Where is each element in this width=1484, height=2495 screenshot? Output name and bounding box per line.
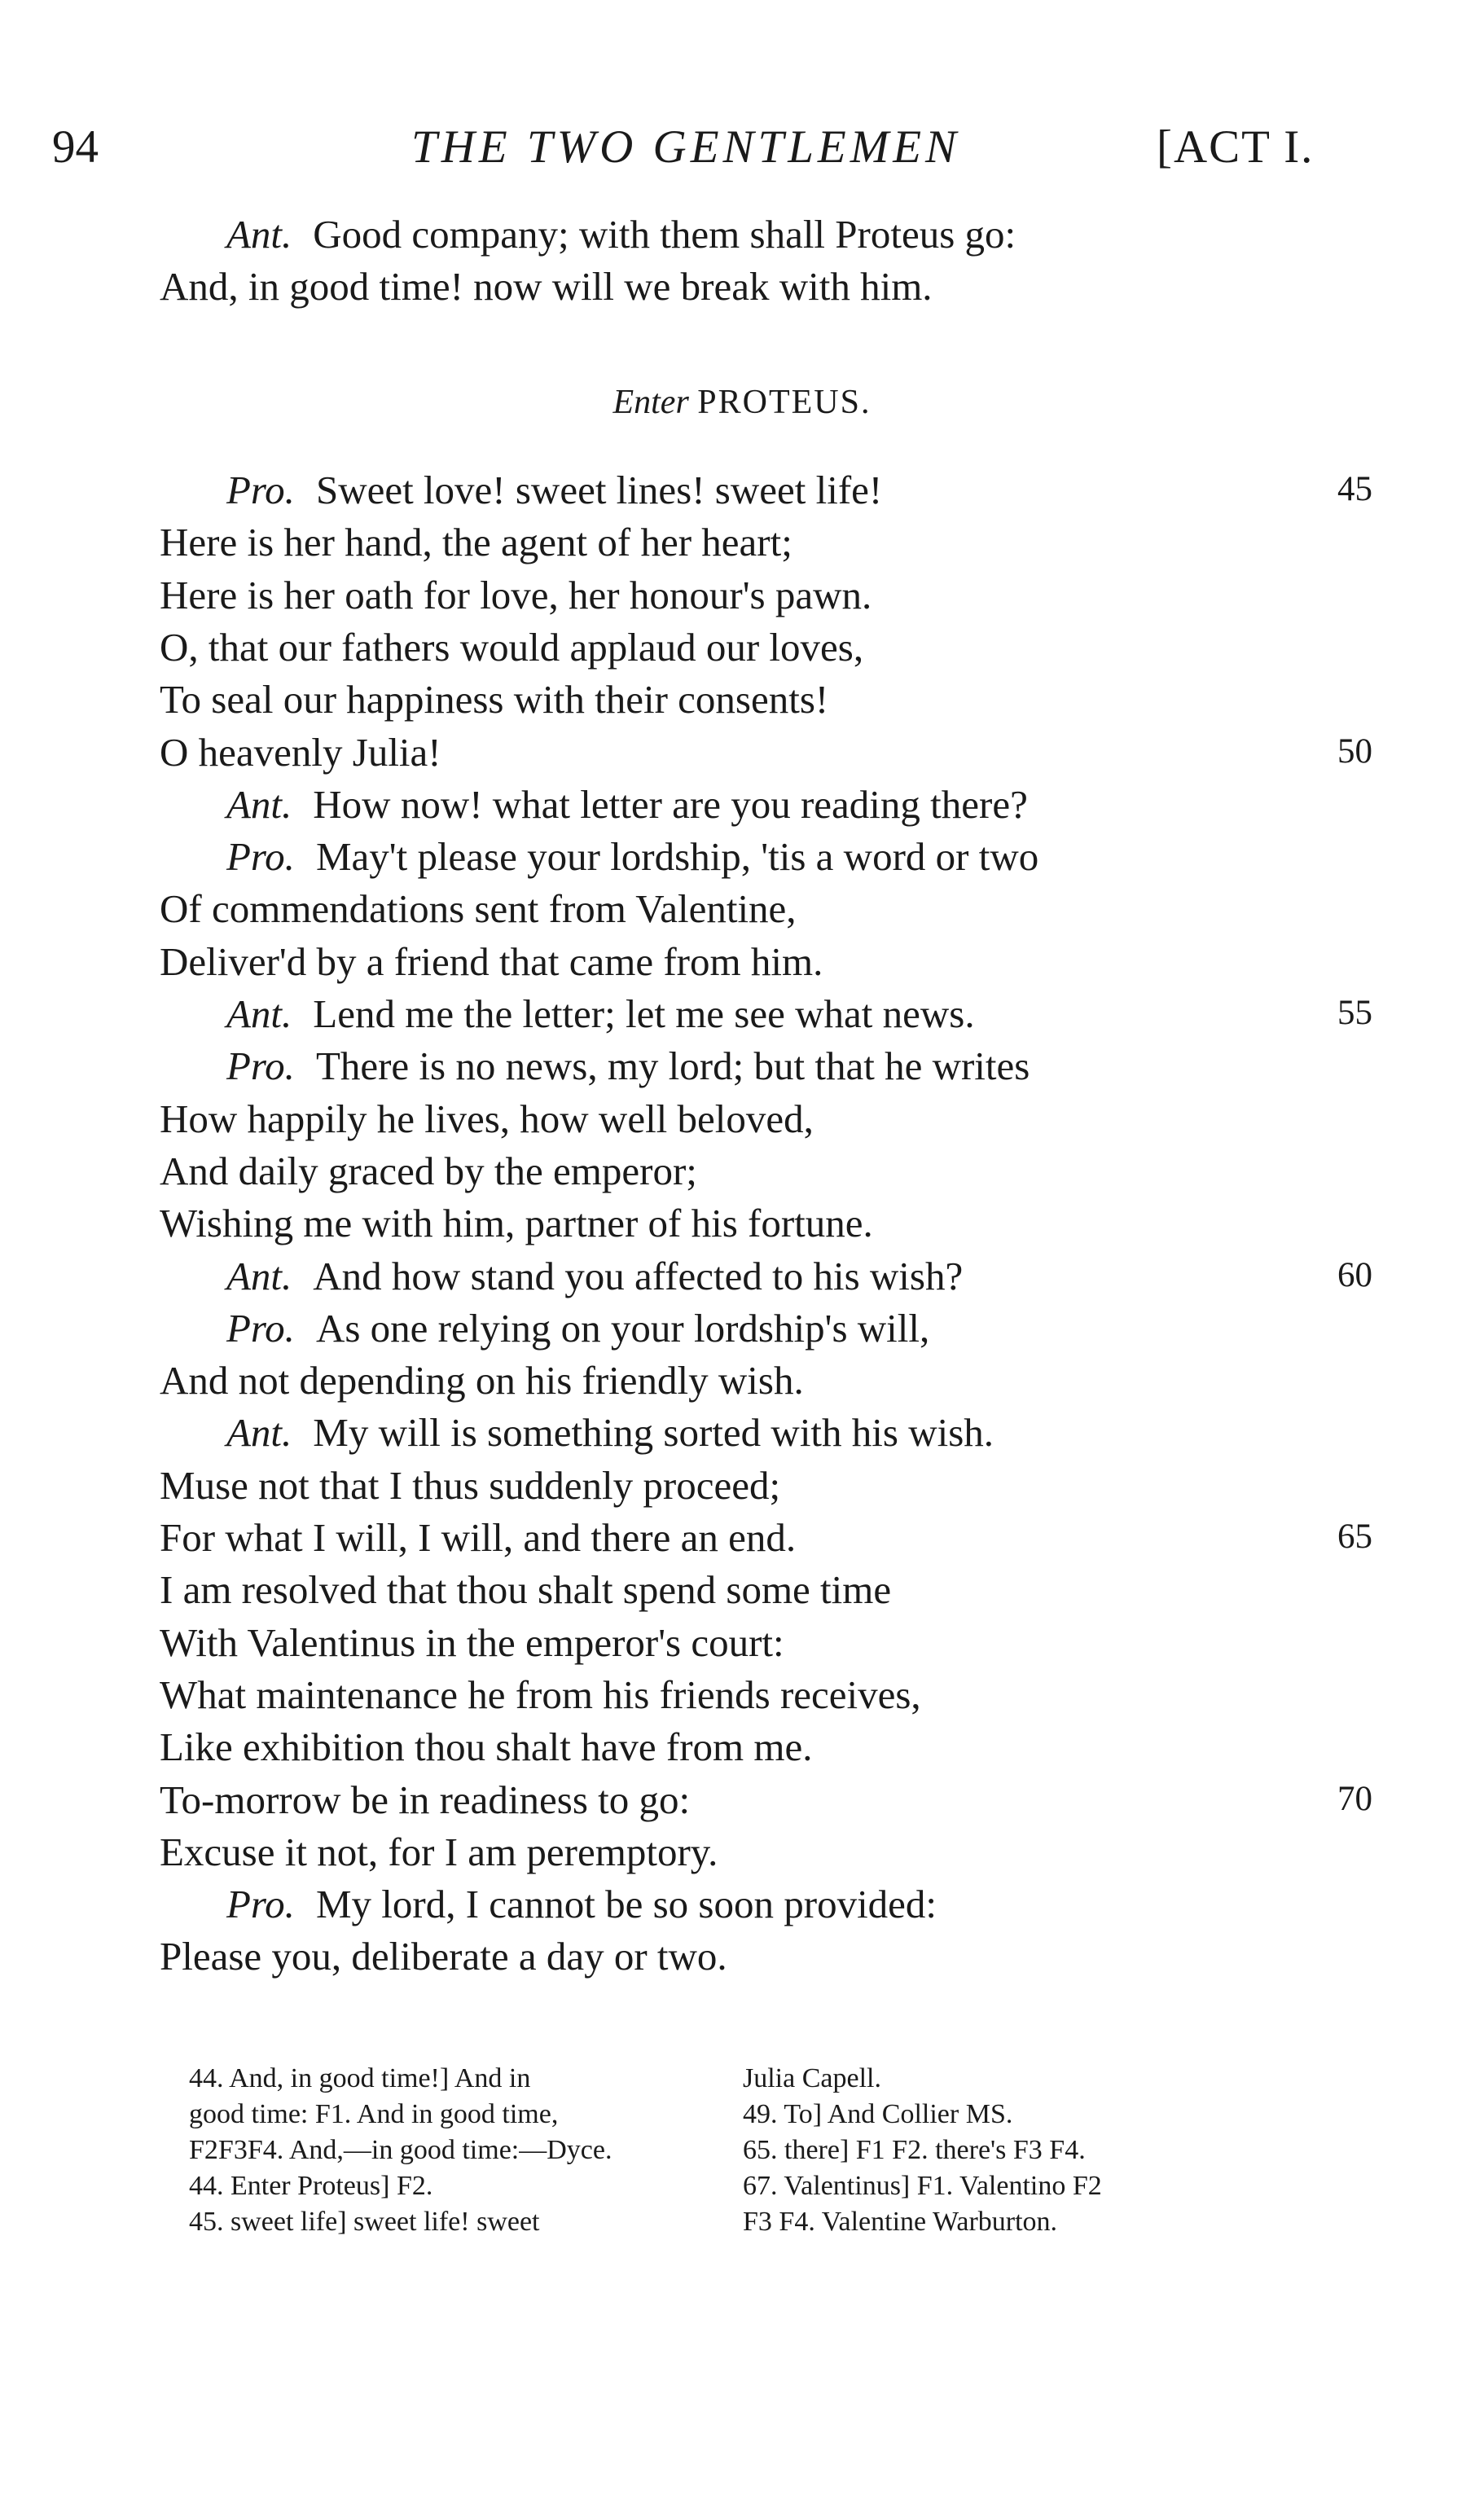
- speaker-name: Ant.: [226, 781, 292, 827]
- line-text: May't please your lordship, 'tis a word or two: [315, 834, 1039, 880]
- line-text: And how stand you affected to his wish?: [313, 1253, 964, 1298]
- speaker-name: Ant.: [226, 1410, 292, 1456]
- speaker-name: Pro.: [226, 834, 295, 880]
- line-text: Lend me the letter; let me see what news.: [313, 991, 975, 1036]
- line-number: 50: [1337, 731, 1372, 771]
- footnote-line: good time: F1. And in good time,: [189, 2099, 559, 2129]
- verse-line: [160, 885, 797, 933]
- line-text: Like exhibition thou shalt have from me.: [160, 1724, 813, 1770]
- footnote-line: 49. To] And Collier MS.: [743, 2099, 1013, 2129]
- speaker-name: Pro.: [226, 468, 295, 512]
- verse-line: [160, 675, 828, 724]
- verse-line: [160, 1566, 891, 1614]
- line-text: Of commendations sent from Valentine,: [160, 886, 797, 932]
- verse-line: [160, 262, 933, 311]
- verse-line: [226, 1408, 994, 1457]
- verse-line: [160, 1776, 690, 1825]
- line-text: Excuse it not, for I am peremptory.: [160, 1829, 718, 1874]
- stage-direction-verb: Enter: [612, 384, 689, 421]
- line-number: 65: [1337, 1518, 1372, 1556]
- page-header: [0, 121, 1484, 186]
- line-text: Please you, deliberate a day or two.: [160, 1934, 727, 1979]
- speaker-name: Ant.: [226, 991, 292, 1036]
- footnote-line: F2F3F4. And,—in good time:—Dyce.: [189, 2135, 612, 2165]
- line-text: To-morrow be in readiness to go:: [160, 1777, 691, 1822]
- line-text: And, in good time! now will we break with him.: [160, 264, 933, 309]
- line-number: 45: [1337, 470, 1372, 508]
- line-number: 60: [1337, 1255, 1372, 1294]
- line-text: How happily he lives, how well beloved,: [160, 1096, 814, 1141]
- footnotes-right-column: [743, 2061, 1102, 2240]
- line-text: Good company; with them shall Proteus go:: [313, 212, 1016, 257]
- verse-line: [160, 1828, 718, 1877]
- footnote-line: 67. Valentinus] F1. Valentino F2: [743, 2171, 1102, 2201]
- line-text: I am resolved that thou shalt spend some time: [160, 1567, 892, 1613]
- line-text: To seal our happiness with their consents!: [160, 677, 829, 723]
- line-text: Wishing me with him, partner of his fortune.: [160, 1201, 873, 1246]
- line-text: For what I will, I will, and there an end.: [160, 1515, 797, 1560]
- line-text: My lord, I cannot be so soon provided:: [315, 1882, 937, 1927]
- line-text: Sweet love! sweet lines! sweet life!: [315, 468, 883, 512]
- line-number: 55: [1337, 994, 1372, 1032]
- footnote-line: Julia Capell.: [743, 2063, 881, 2093]
- footnote-line: F3 F4. Valentine Warburton.: [743, 2207, 1058, 2237]
- verse-line: [226, 1252, 963, 1301]
- verse-line: [160, 1619, 784, 1667]
- act-marker: [ACT I.: [1157, 121, 1315, 173]
- verse-line: [160, 1723, 813, 1772]
- line-text: Here is her hand, the agent of her heart;: [160, 520, 792, 565]
- page-number: 94: [52, 121, 99, 173]
- verse-line: [226, 1880, 937, 1929]
- line-text: And daily graced by the emperor;: [160, 1148, 697, 1193]
- line-text: As one relying on your lordship's will,: [315, 1305, 930, 1351]
- verse-line: [226, 1042, 1030, 1091]
- line-text: With Valentinus in the emperor's court:: [160, 1619, 784, 1665]
- verse-line: [160, 571, 872, 620]
- footnote-line: 44. Enter Proteus] F2.: [189, 2171, 433, 2201]
- verse-line: [160, 623, 863, 672]
- footnote-line: 45. sweet life] sweet life! sweet: [189, 2207, 540, 2237]
- verse-line: [226, 210, 1016, 259]
- verse-line: [160, 938, 823, 986]
- line-text: And not depending on his friendly wish.: [160, 1358, 804, 1403]
- verse-line: [160, 1095, 814, 1144]
- stage-direction: [0, 383, 1484, 422]
- verse-line: [160, 1932, 727, 1981]
- line-text: Here is her oath for love, her honour's pawn.: [160, 572, 872, 617]
- line-text: How now! what letter are you reading there?: [313, 781, 1028, 827]
- verse-line: [160, 1147, 697, 1196]
- running-title: THE TWO GENTLEMEN: [411, 121, 961, 173]
- verse-line: [160, 1461, 780, 1510]
- footnote-line: 44. And, in good time!] And in: [189, 2063, 531, 2093]
- line-text: What maintenance he from his friends receives,: [160, 1671, 921, 1717]
- line-text: Deliver'd by a friend that came from him.: [160, 938, 823, 984]
- line-text: There is no news, my lord; but that he writes: [315, 1043, 1030, 1089]
- verse-line: [160, 728, 441, 777]
- verse-line: [226, 466, 882, 515]
- line-number: 70: [1337, 1779, 1372, 1818]
- verse-line: [160, 1356, 804, 1405]
- verse-line: [160, 1199, 873, 1248]
- line-text: O heavenly Julia!: [160, 729, 441, 775]
- stage-direction-name: PROTEUS.: [697, 384, 872, 421]
- verse-line: [160, 1513, 796, 1562]
- line-text: My will is something sorted with his wish.: [313, 1410, 994, 1456]
- verse-line: [160, 1671, 921, 1720]
- verse-line: [160, 518, 792, 567]
- verse-line: [226, 832, 1038, 881]
- speaker-name: Pro.: [226, 1882, 295, 1927]
- speaker-name: Pro.: [226, 1305, 295, 1351]
- line-text: O, that our fathers would applaud our loves,: [160, 624, 864, 670]
- verse-line: [226, 780, 1028, 829]
- line-text: Muse not that I thus suddenly proceed;: [160, 1462, 781, 1508]
- speaker-name: Pro.: [226, 1043, 295, 1089]
- speaker-name: Ant.: [226, 1253, 292, 1298]
- verse-line: [226, 1304, 929, 1353]
- footnote-line: 65. there] F1 F2. there's F3 F4.: [743, 2135, 1086, 2165]
- speaker-name: Ant.: [226, 212, 292, 257]
- verse-line: [226, 990, 975, 1039]
- footnotes-left-column: [189, 2061, 612, 2240]
